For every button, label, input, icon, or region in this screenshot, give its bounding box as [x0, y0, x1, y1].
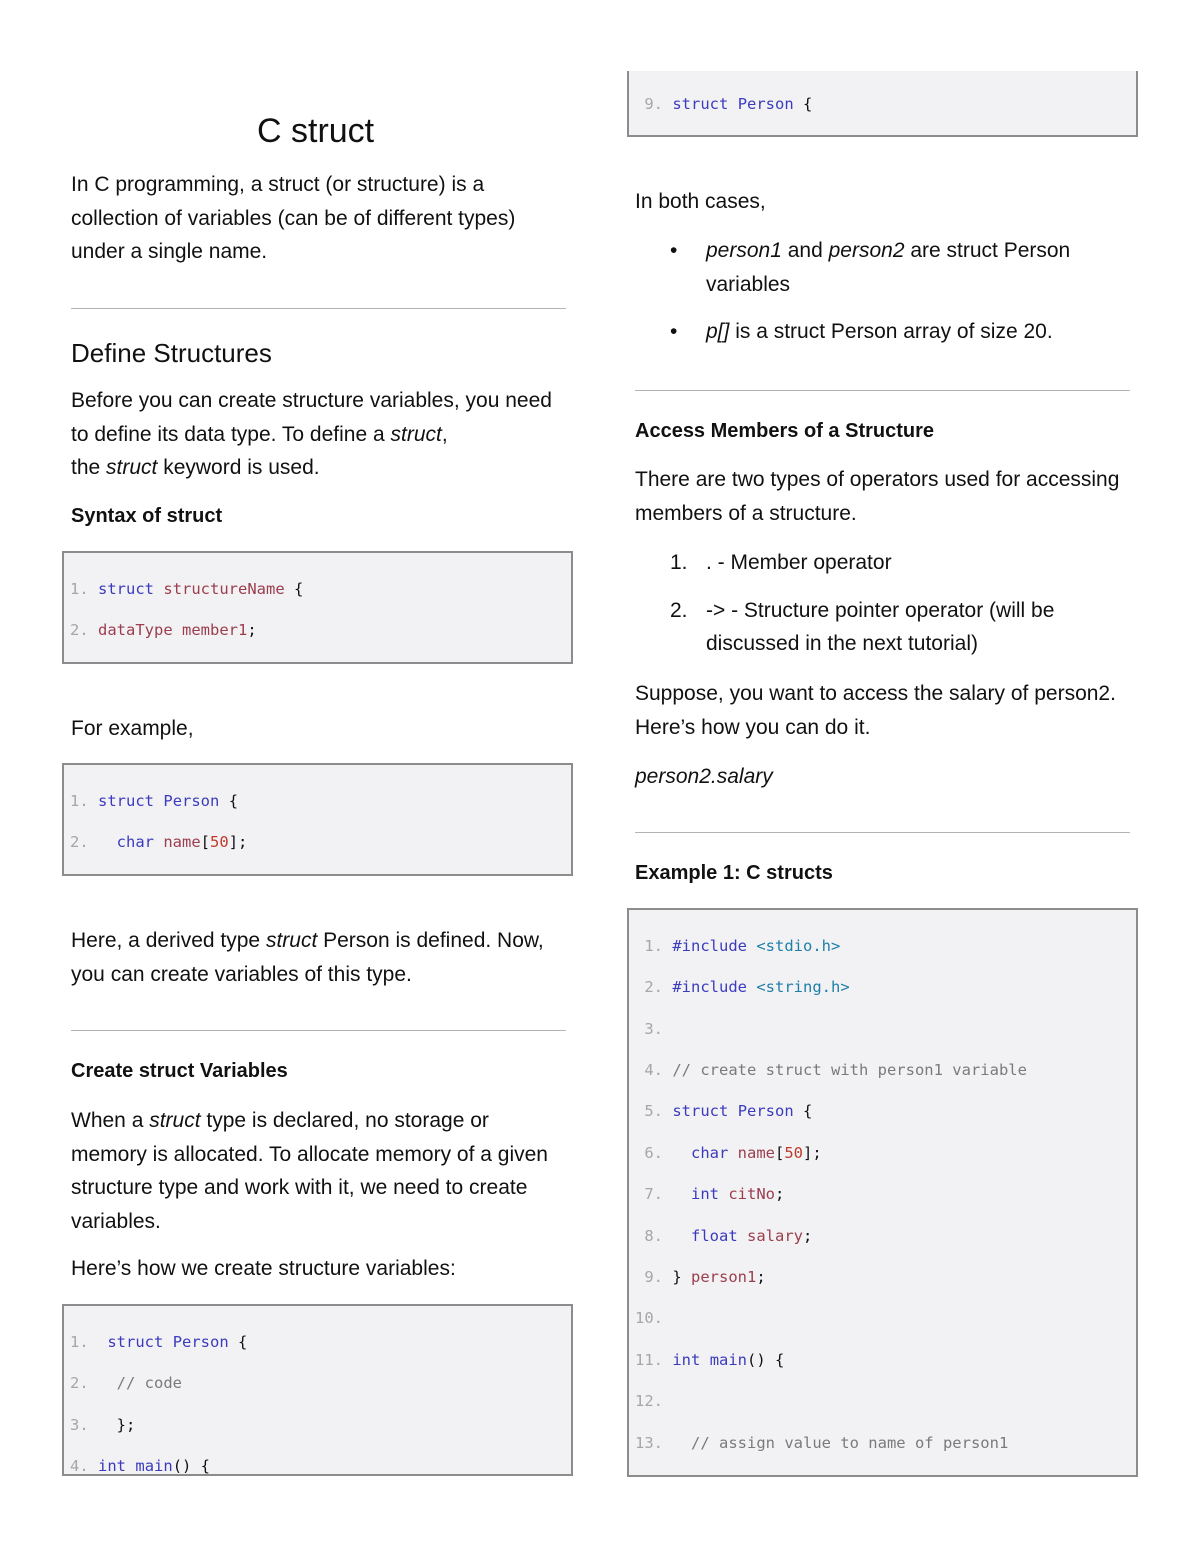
code-line: 4. // create struct with person1 variable	[635, 1060, 1027, 1079]
code-line: 1. struct Person {	[70, 1332, 248, 1351]
access-paragraph-2: Suppose, you want to access the salary of person2. Here’s how you can do it.	[635, 682, 1116, 739]
member-access-expression: person2.salary	[635, 765, 773, 788]
create-paragraph-2: Here’s how we create structure variables:	[71, 1257, 456, 1280]
code-line	[70, 662, 571, 664]
section-heading-example: Example 1: C structs	[635, 862, 833, 884]
code-line: 8. float salary;	[635, 1226, 813, 1245]
example-intro: For example,	[71, 717, 194, 740]
code-line	[70, 874, 571, 876]
list-item: 1. . - Member operator	[670, 551, 892, 574]
divider	[635, 832, 1130, 833]
code-line: 10.	[635, 1309, 663, 1328]
intro-paragraph: In C programming, a struct (or structure) is a collection of variables (can be of different types) under a single name.	[71, 173, 516, 263]
code-line: 9. struct Person {	[635, 94, 813, 113]
list-item: • p[] is a struct Person array of size 20.	[670, 320, 1053, 343]
section-heading-define: Define Structures	[71, 338, 272, 368]
both-cases-list	[635, 234, 1105, 363]
code-line: 12.	[635, 1392, 663, 1411]
code-block-variables-continued	[627, 71, 1138, 137]
section-heading-access: Access Members of a Structure	[635, 420, 935, 442]
code-line: 11. int main() {	[635, 1350, 785, 1369]
code-block-example	[627, 908, 1138, 1477]
code-line	[635, 1474, 1136, 1477]
divider	[635, 390, 1130, 391]
code-block-syntax	[62, 551, 573, 664]
code-line: 1. struct structureName {	[70, 579, 304, 598]
code-line: 3.	[635, 1019, 663, 1038]
after-define-paragraph: Here, a derived type struct Person is defined. Now, you can create variables of this type.	[71, 929, 544, 986]
both-cases-intro: In both cases,	[635, 190, 766, 213]
code-line: 13. // assign value to name of person1	[635, 1433, 1009, 1452]
code-line: 5. struct Person {	[635, 1102, 813, 1121]
list-item: • person1 and person2 are struct Person variables	[670, 239, 1071, 296]
code-line: 2. #include <string.h>	[635, 978, 850, 997]
list-item: 2. -> - Structure pointer operator (will be discussed in the next tutorial)	[670, 598, 1055, 655]
code-block-person	[62, 763, 573, 876]
code-line: 4. int main() {	[70, 1456, 211, 1475]
code-line: 1. struct Person {	[70, 791, 239, 810]
code-line: 6. char name[50];	[635, 1143, 822, 1162]
code-line: 2. dataType member1;	[70, 621, 257, 640]
define-paragraph: Before you can create structure variables, you need to define its data type. To define a struct, the struct keyword is used.	[71, 389, 552, 479]
syntax-heading: Syntax of struct	[71, 505, 223, 527]
divider	[71, 1030, 566, 1031]
page-title: C struct	[257, 112, 375, 150]
divider	[71, 308, 566, 309]
code-line: 3. };	[70, 1415, 136, 1434]
code-line	[635, 135, 1136, 137]
code-line: 7. int citNo;	[635, 1185, 785, 1204]
code-line: 2. char name[50];	[70, 833, 248, 852]
access-paragraph: There are two types of operators used for accessing members of a structure.	[635, 468, 1120, 525]
create-paragraph: When a struct type is declared, no storage or memory is allocated. To allocate memory of a given structure type and work with it, we need to create variables.	[71, 1109, 548, 1233]
code-line: 1. #include <stdio.h>	[635, 936, 841, 955]
code-block-variables	[62, 1304, 573, 1476]
code-line: 2. // code	[70, 1374, 182, 1393]
section-heading-create: Create struct Variables	[71, 1060, 288, 1082]
code-line: 9. } person1;	[635, 1267, 766, 1286]
operators-list	[635, 546, 1105, 675]
